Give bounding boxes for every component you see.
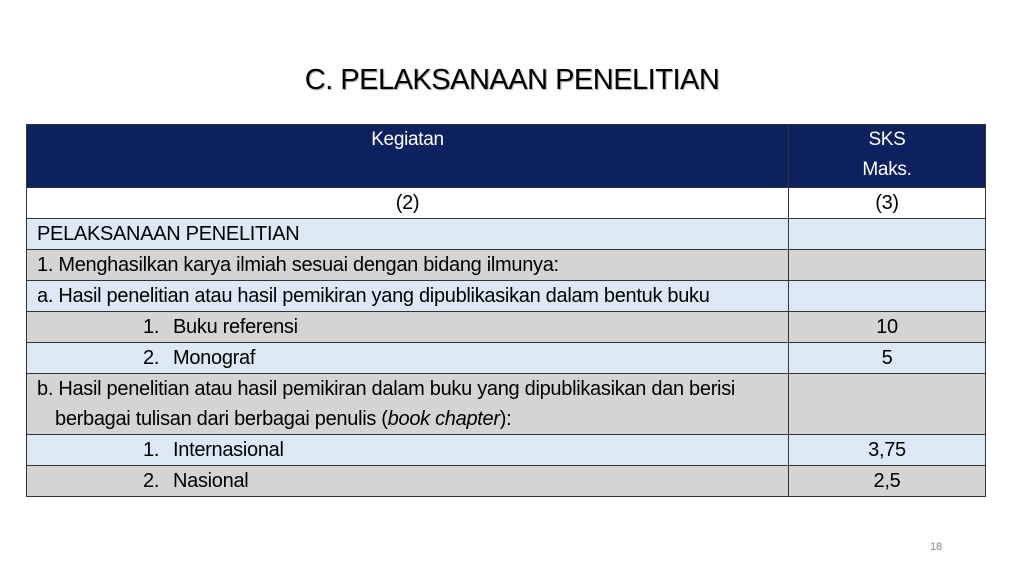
table-header-row	[27, 125, 986, 188]
row-kegiatan	[27, 343, 789, 374]
row-sks	[789, 250, 986, 281]
row-sks	[789, 219, 986, 250]
row-kegiatan	[27, 312, 789, 343]
row-kegiatan-text	[37, 374, 778, 434]
column-number-2: (2)	[27, 188, 789, 219]
row-sks: 10	[789, 312, 986, 343]
table-row	[27, 219, 986, 250]
row-number: 2.	[143, 347, 160, 369]
header-maks: Maks.	[862, 159, 912, 180]
row-sks	[789, 281, 986, 312]
row-kegiatan	[27, 281, 789, 312]
table-row	[27, 312, 986, 343]
table-row	[27, 435, 986, 466]
table-row	[27, 343, 986, 374]
row-text-italic: book chapter	[387, 408, 500, 430]
row-kegiatan-text: a. Hasil penelitian atau hasil pemikiran yang dipublikasikan dalam bentuk buku	[37, 285, 710, 307]
row-kegiatan-text: Internasional	[173, 439, 284, 461]
table-row	[27, 250, 986, 281]
row-kegiatan	[27, 466, 789, 497]
row-sks: 5	[789, 343, 986, 374]
row-kegiatan: PELAKSANAAN PENELITIAN	[27, 219, 789, 250]
page-number: 18	[930, 541, 943, 553]
slide-title: C. PELAKSANAAN PENELITIAN	[304, 64, 720, 96]
row-sks: 2,5	[789, 466, 986, 497]
row-sks	[789, 374, 986, 435]
row-kegiatan-text: Nasional	[173, 470, 249, 492]
row-number: 2.	[143, 470, 160, 492]
row-kegiatan	[27, 435, 789, 466]
table-row	[27, 281, 986, 312]
row-kegiatan-text: Buku referensi	[173, 316, 298, 338]
header-sks: SKS	[868, 129, 906, 150]
row-kegiatan	[27, 374, 789, 435]
sks-table	[26, 124, 986, 497]
column-number-row	[27, 188, 986, 219]
row-sks: 3,75	[789, 435, 986, 466]
row-kegiatan-text: Monograf	[173, 347, 256, 369]
row-number: 1.	[143, 316, 160, 338]
row-number: 1.	[143, 439, 160, 461]
row-kegiatan: 1. Menghasilkan karya ilmiah sesuai dengan bidang ilmunya:	[27, 250, 789, 281]
row-text-part2: ):	[499, 408, 512, 430]
header-kegiatan: Kegiatan	[27, 125, 789, 188]
table-row	[27, 466, 986, 497]
header-sks-maks	[789, 125, 986, 188]
column-number-3: (3)	[789, 188, 986, 219]
row-text-part1: b. Hasil penelitian atau hasil pemikiran dalam buku yang dipublikasikan dan berisi berbagai tulisan dari berbagai penulis (	[37, 378, 736, 430]
table-row	[27, 374, 986, 435]
